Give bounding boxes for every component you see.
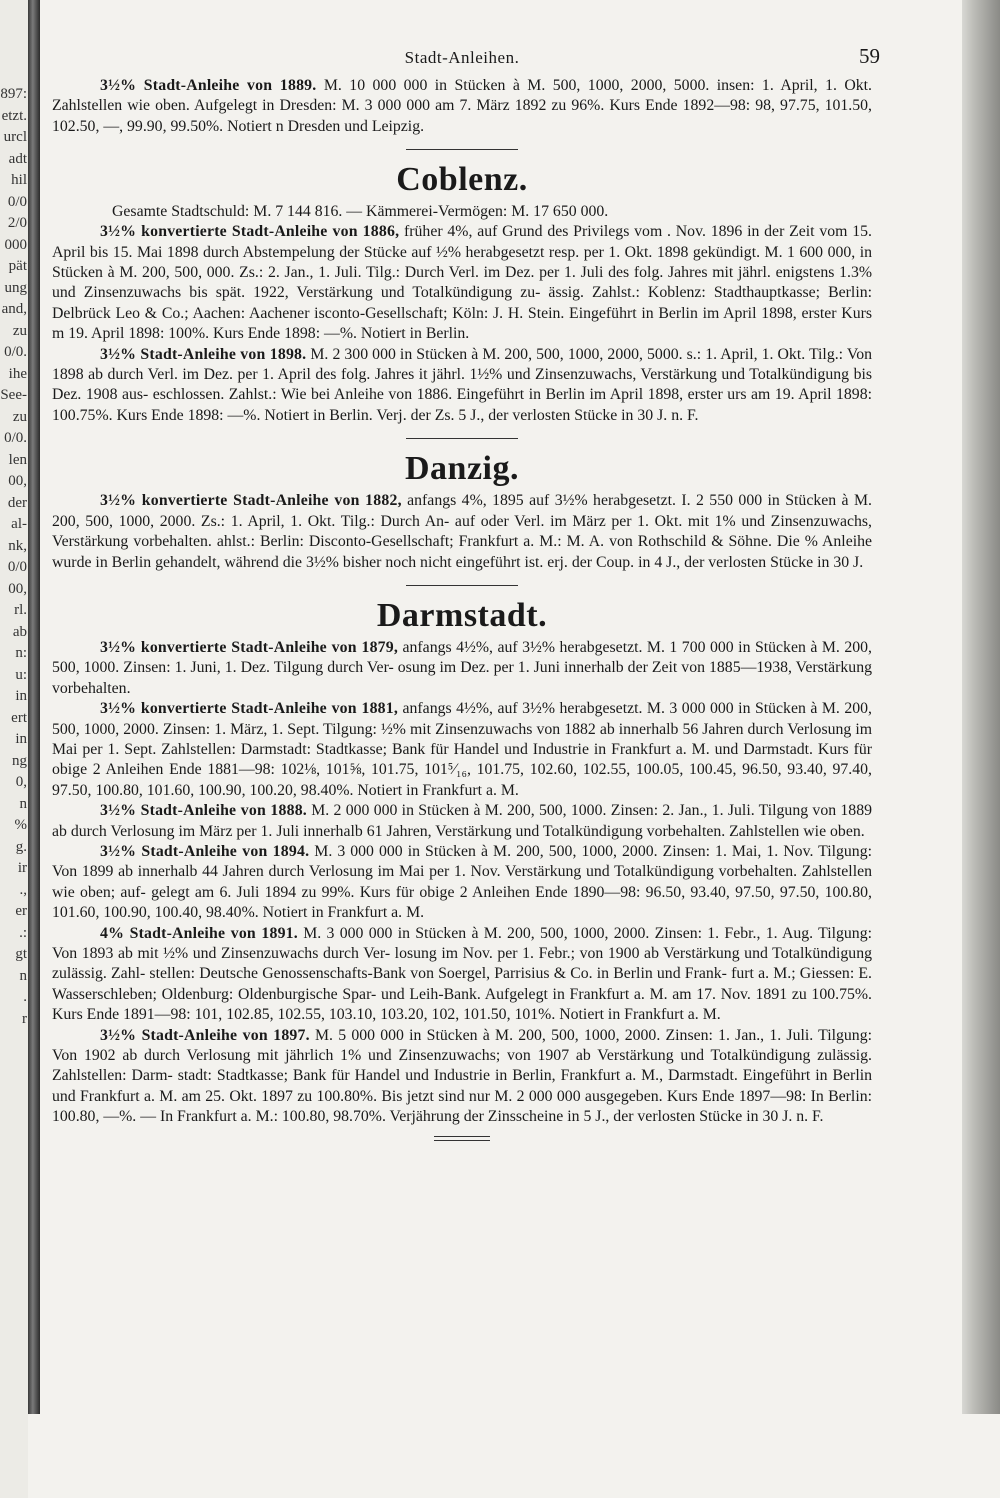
margin-fragment: n <box>19 795 27 812</box>
bond-entry-lead: 3½% Stadt-Anleihe von 1898. <box>100 345 307 363</box>
margin-fragment: 00, <box>8 580 27 597</box>
margin-fragment: er <box>15 903 27 919</box>
margin-fragment: 2/0 <box>7 215 27 231</box>
bond-entry-lead: 3½% konvertierte Stadt-Anleihe von 1879, <box>100 638 399 656</box>
bond-entry-text: M. 10 000 000 in Stücken à M. 500, 1000, 2000, 5000. insen: 1. April, 1. Okt. Zahlstellen wie oben. Aufgelegt in Dresden: M. 3 000 000 am 7. März 1892 zu 96%. Kurs Ende 1892—98: 98, 97.75, 101.50, 102.50, —, 99.90, 99.50%. Notiert n Dresden und Leipzig. <box>52 77 872 135</box>
margin-fragment: al- <box>11 516 27 532</box>
city-heading: Darmstadt. <box>376 596 548 634</box>
margin-fragment: 0/0 <box>7 193 27 210</box>
margin-fragment: % <box>14 817 27 833</box>
city-heading: Danzig. <box>405 450 519 488</box>
margin-fragment: and, <box>1 301 27 317</box>
margin-fragment: nk, <box>8 537 27 554</box>
margin-fragment: len <box>8 451 27 468</box>
bond-entry-lead: 3½% Stadt-Anleihe von 1889. <box>100 77 317 94</box>
section-coblenz <box>52 158 872 426</box>
margin-fragment: .: <box>19 924 27 941</box>
section-darmstadt <box>52 594 872 1128</box>
bond-entry-text: anfangs 4½%, auf 3½% herabgesetzt. M. 3 000 000 in Stücken à M. 200, 500, 1000, 2000. Zinsen: 1. März, 1. Sept. Tilgung: ½% mit Zinsenzuwachs von 1882 ab innerhalb 56 Jahren durch Verlosung im Mai per 1. Sept. Zahlstellen: Darmstadt: Stadtkasse; Bank für Handel und Industrie in Frankfurt a. M. und Darmstadt. Kurs für obige 2 Anleihen Ende 1881—98: 102⅛, 101⅝, 101.75, 101⁵⁄₁₆, 101.75, 102.60, 102.55, 100.05, 100.45, 96.50, 93.40, 97.40, 97.50, 100.80, 101.60, 100.90, 100.20, 98.40%. Notiert in Frankfurt a. M. <box>52 700 872 799</box>
bond-entry <box>52 638 872 699</box>
margin-fragment: zu <box>12 408 27 425</box>
margin-fragment: zu <box>12 322 27 339</box>
margin-fragment: ab <box>12 623 27 640</box>
bond-entry-text: anfangs 4%, 1895 auf 3½% herabgesetzt. I. 2 550 000 in Stücken à M. 200, 500, 1000, 2000. Zs.: 1. April, 1. Okt. Tilg.: Durch An- auf oder Verl. im März per 1. Okt. mit 1% und Zinsenzuwachs, Verstärkung vorbehalten. ahlst.: Berlin: Disconto-Gesellschaft; Frankfurt a. M.: M. A. von Rothschild & Söhne. Die % Anleihe wurde in Berlin gehandelt, während die 3½% bisher noch nicht eingeführt ist. erj. der Coup. in 4 J., der verlosten Stücke in 30 J. <box>52 492 872 571</box>
bond-entry-lead: 4% Stadt-Anleihe von 1891. <box>100 924 298 942</box>
running-head-title: Stadt-Anleihen. <box>404 48 520 67</box>
bond-entry-lead: 3½% konvertierte Stadt-Anleihe von 1882, <box>100 492 402 510</box>
bond-entry <box>52 76 872 137</box>
bond-entry-text: anfangs 4½%, auf 3½% herabgesetzt. M. 1 700 000 in Stücken à M. 200, 500, 1000. Zinsen: 1. Juni, 1. Dez. Tilgung durch Ver- osung im Dez. per 1. Juni innerhalb der Zeit von 1885—1938, Verstärkung vorbehalten. <box>52 638 872 697</box>
bond-entry-lead: 3½% Stadt-Anleihe von 1894. <box>100 842 310 860</box>
bond-entry-text: früher 4%, auf Grund des Privilegs vom . Nov. 1896 in der Zeit vom 15. April bis 15. Mai 1898 durch Abstempelung der Stücke auf ½% herabgesetzt resp. per 1. Okt. 1898 gekündigt. M. 1 600 000, in Stücken à M. 200, 500, 000. Zs.: 2. Jan., 1. Juli. Tilg.: Durch Verl. im Dez. per 1. Juli des folg. Jahres mit jährl. enigstens 1.3% und Zinsenzuwachs bis spät. 1922, Verstärkung und Totalkündigung zu- ässig. Zahlst.: Koblenz: Stadthauptkasse; Berlin: Delbrück Leo & Co.; Aachen: Aachener isconto-Gesellschaft; Köln: J. H. Stein. Eingeführt in Berlin im April 1898, erster Kurs m 19. April 1898: 100%. Kurs Ende 1898: —%. Notiert in Berlin. <box>52 223 872 343</box>
margin-fragment: 897: <box>0 86 27 102</box>
margin-fragment: 00, <box>8 473 27 489</box>
bond-entry-text: M. 3 000 000 in Stücken à M. 200, 500, 1000, 2000. Zinsen: 1. Febr., 1. Aug. Tilgung: Von 1893 ab mit ½% und Zinsenzuwachs durch Ver- losung im Nov. per 1. Febr.; von 1900 ab Verstärkung und Totalkündigung zulässig. Zahl- stellen: Deutsche Genossenschafts-Bank von Soergel, Parrisius & Co. in Berlin und Frank- furt a. M.; Giessen: E. Wasserschleben; Oldenburg: Oldenburgische Spar- und Leih-Bank. Aufgelegt in Frankfurt a. M. am 17. Nov. 1891 zu 100.75%. Kurs Ende 1891—98: 101, 102.85, 102.55, 103.10, 103.20, 102, 101.50, 101%. Notiert in Frankfurt a. M. <box>52 924 872 1024</box>
bond-entry <box>52 801 872 842</box>
margin-fragment: etzt. <box>1 107 27 124</box>
margin-fragment: n <box>19 967 27 984</box>
bond-entry <box>52 345 872 427</box>
page-content <box>52 40 880 1141</box>
city-heading: Coblenz. <box>396 161 528 199</box>
margin-fragment: 0/0 <box>7 559 27 575</box>
bond-entry <box>52 1026 872 1128</box>
margin-fragment: ., <box>19 881 27 898</box>
margin-fragment: ung <box>4 279 27 296</box>
section-divider <box>406 149 518 150</box>
margin-fragment: in <box>15 688 27 704</box>
section-divider <box>406 585 518 586</box>
margin-fragment: urcl <box>3 129 27 145</box>
bond-entry <box>52 699 872 801</box>
margin-fragment: in <box>15 731 27 747</box>
margin-fragment: 0, <box>15 774 27 790</box>
margin-fragment: 000 <box>4 236 27 253</box>
margin-fragment: 0/0. <box>4 430 27 446</box>
margin-fragment: ert <box>11 709 27 726</box>
bond-entry-lead: 3½% konvertierte Stadt-Anleihe von 1881, <box>100 700 399 718</box>
margin-fragment: ihe <box>8 365 27 382</box>
margin-fragment: 0/0. <box>4 344 27 360</box>
bond-entry <box>52 842 872 924</box>
page-edge-shadow <box>962 0 1000 1414</box>
section-divider <box>406 438 518 439</box>
bond-entry <box>52 491 872 573</box>
running-head <box>52 40 880 76</box>
city-debt-summary: Gesamte Stadtschuld: M. 7 144 816. — Kämmerei-Vermögen: M. 17 650 000. <box>112 203 609 221</box>
margin-fragment: g. <box>15 838 27 855</box>
page-number: 59 <box>859 44 880 68</box>
margin-fragment: ir <box>17 860 27 876</box>
margin-fragment: rl. <box>14 602 27 618</box>
margin-fragment: der <box>7 494 27 511</box>
margin-fragment: ng <box>12 752 27 769</box>
bond-entry-lead: 3½% Stadt-Anleihe von 1888. <box>100 802 307 820</box>
margin-fragment: See- <box>0 387 27 403</box>
previous-page-margin <box>0 0 28 1498</box>
bond-entry <box>52 924 872 1026</box>
margin-fragment: pät <box>8 258 27 274</box>
margin-fragment: adt <box>8 150 27 167</box>
bond-entry-text: M. 5 000 000 in Stücken à M. 200, 500, 1000, 2000. Zinsen: 1. Jan., 1. Juli. Tilgung: Von 1902 ab durch Verlosung mit jährlich 1% und Zinsenzuwachs; von 1907 ab Verstärkung und Totalkündigung zulässig. Zahlstellen: Darm- stadt: Stadtkasse; Bank für Handel und Industrie in Berlin, Frankfurt a. M., Darmstadt. Eingeführt in Berlin und Frankfurt a. M. am 25. Okt. 1897 zu 100.80%. Bis jetzt sind nur M. 2 000 000 ausgegeben. Kurs Ende 1897—98: In Berlin: 100.80, —%. — In Frankfurt a. M.: 100.80, 98.70%. Verjährung der Zinsscheine in 5 J., der verlosten Stücke in 30 J. n. F. <box>52 1026 872 1126</box>
margin-fragment: n: <box>15 645 27 661</box>
margin-fragment: . <box>23 989 27 1005</box>
bond-entry-text: M. 2 300 000 in Stücken à M. 200, 500, 1000, 2000, 5000. s.: 1. April, 1. Okt. Tilg.: Von 1898 ab durch Verl. im Dez. per 1. April des folg. Jahres it jährl. 1½% und Zinsenzuwachs, Verstärkung und Totalkündigung bis Dez. 1908 aus- eschlossen. Zahlst.: Wie bei Anleihe von 1886. Eingeführt in Berlin im April 1898, erster urs am 19. April 1898: 100.75%. Kurs Ende 1898: —%. Notiert in Berlin. Verj. der Zs. 5 J., der verlosten Stücke in 30 J. n. F. <box>52 345 873 424</box>
bond-entry-lead: 3½% konvertierte Stadt-Anleihe von 1886, <box>100 223 400 241</box>
bond-entry-lead: 3½% Stadt-Anleihe von 1897. <box>100 1026 310 1044</box>
bond-entry-text: M. 2 000 000 in Stücken à M. 200, 500, 1000. Zinsen: 2. Jan., 1. Juli. Tilgung von 1889 ab durch Verlosung im März per 1. Juli innerhalb 61 Jahren, Verstärkung und Totalkündigung vorbehalten. Zahlstellen wie oben. <box>52 802 872 840</box>
margin-fragment: hil <box>11 172 27 188</box>
end-ornament-rule <box>434 1136 490 1141</box>
bond-entry <box>52 222 872 344</box>
margin-fragment: gt <box>15 946 27 962</box>
margin-fragment: r <box>22 1010 27 1027</box>
bond-entry-text: M. 3 000 000 in Stücken à M. 200, 500, 1000, 2000. Zinsen: 1. Mai, 1. Nov. Tilgung: Von 1899 ab innerhalb 44 Jahren durch Verlosung im Mai per 1. Nov. Verstärkung und Totalkündigung vorbehalten. Zahlstellen wie oben; auf- gelegt am 6. Juli 1894 zu 99%. Kurs für obige 2 Anleihen Ende 1890—98: 96.50, 93.40, 97.50, 97.50, 100.80, 101.60, 100.90, 100.40, 98.40%. Notiert in Frankfurt a. M. <box>52 842 872 922</box>
section-danzig <box>52 447 872 573</box>
book-binding-gutter <box>28 0 40 1414</box>
margin-fragment: u: <box>15 666 27 683</box>
